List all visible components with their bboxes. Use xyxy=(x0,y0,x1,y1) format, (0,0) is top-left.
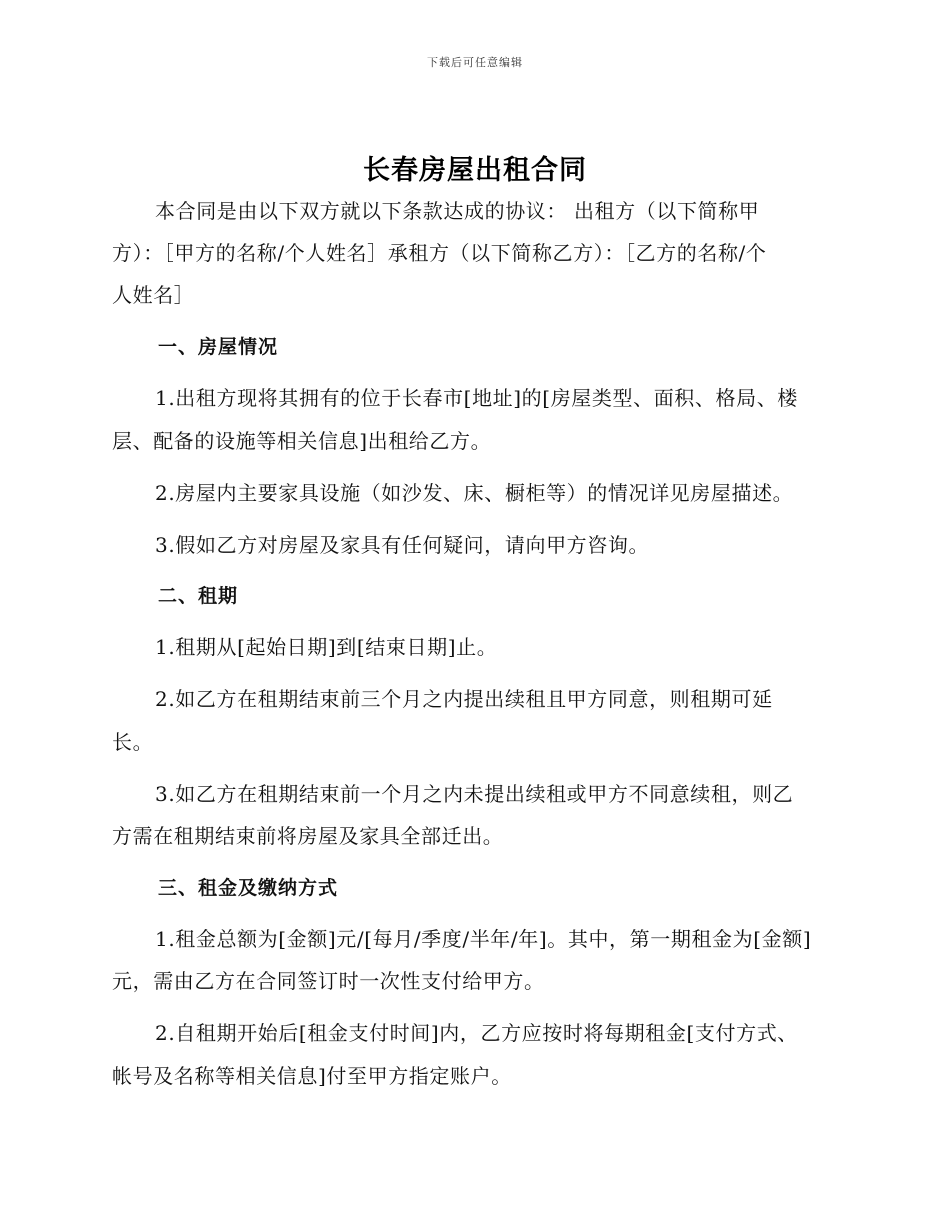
intro-line-1: 本合同是由以下双方就以下条款达成的协议： 出租方（以下简称甲 xyxy=(155,199,760,223)
s1-item3-line1: 3.假如乙方对房屋及家具有任何疑问，请向甲方咨询。 xyxy=(155,533,650,557)
header-note: 下载后可任意编辑 xyxy=(427,56,523,69)
s3-item1-line1: 1.租金总额为[金额]元/[每月/季度/半年/年]。其中，第一期租金为[金额] xyxy=(155,927,812,951)
document-title: 长春房屋出租合同 xyxy=(363,155,587,186)
s1-item1-line2: 层、配备的设施等相关信息]出租给乙方。 xyxy=(112,429,492,453)
s3-item1-line2: 元，需由乙方在合同签订时一次性支付给甲方。 xyxy=(112,969,545,993)
s2-item2-line1: 2.如乙方在租期结束前三个月之内提出续租且甲方同意，则租期可延 xyxy=(155,687,773,711)
section-heading-1: 一、房屋情况 xyxy=(158,336,279,358)
section-heading-2: 二、租期 xyxy=(158,585,239,607)
s2-item3-line1: 3.如乙方在租期结束前一个月之内未提出续租或甲方不同意续租，则乙 xyxy=(155,782,794,806)
s3-item2-line2: 帐号及名称等相关信息]付至甲方指定账户。 xyxy=(112,1064,512,1088)
s1-item2-line1: 2.房屋内主要家具设施（如沙发、床、橱柜等）的情况详见房屋描述。 xyxy=(155,481,794,505)
section-heading-3: 三、租金及缴纳方式 xyxy=(158,877,339,899)
intro-line-3: 人姓名］ xyxy=(112,283,195,307)
s1-item1-line1: 1.出租方现将其拥有的位于长春市[地址]的[房屋类型、面积、格局、楼 xyxy=(155,386,798,410)
s2-item2-line2: 长。 xyxy=(112,730,154,754)
intro-line-2: 方）：［甲方的名称/个人姓名］承租方（以下简称乙方）：［乙方的名称/个 xyxy=(112,241,767,265)
s3-item2-line1: 2.自租期开始后[租金支付时间]内，乙方应按时将每期租金[支付方式、 xyxy=(155,1021,798,1045)
s2-item3-line2: 方需在租期结束前将房屋及家具全部迁出。 xyxy=(112,824,504,848)
s2-item1-line1: 1.租期从[起始日期]到[结束日期]止。 xyxy=(155,635,498,659)
